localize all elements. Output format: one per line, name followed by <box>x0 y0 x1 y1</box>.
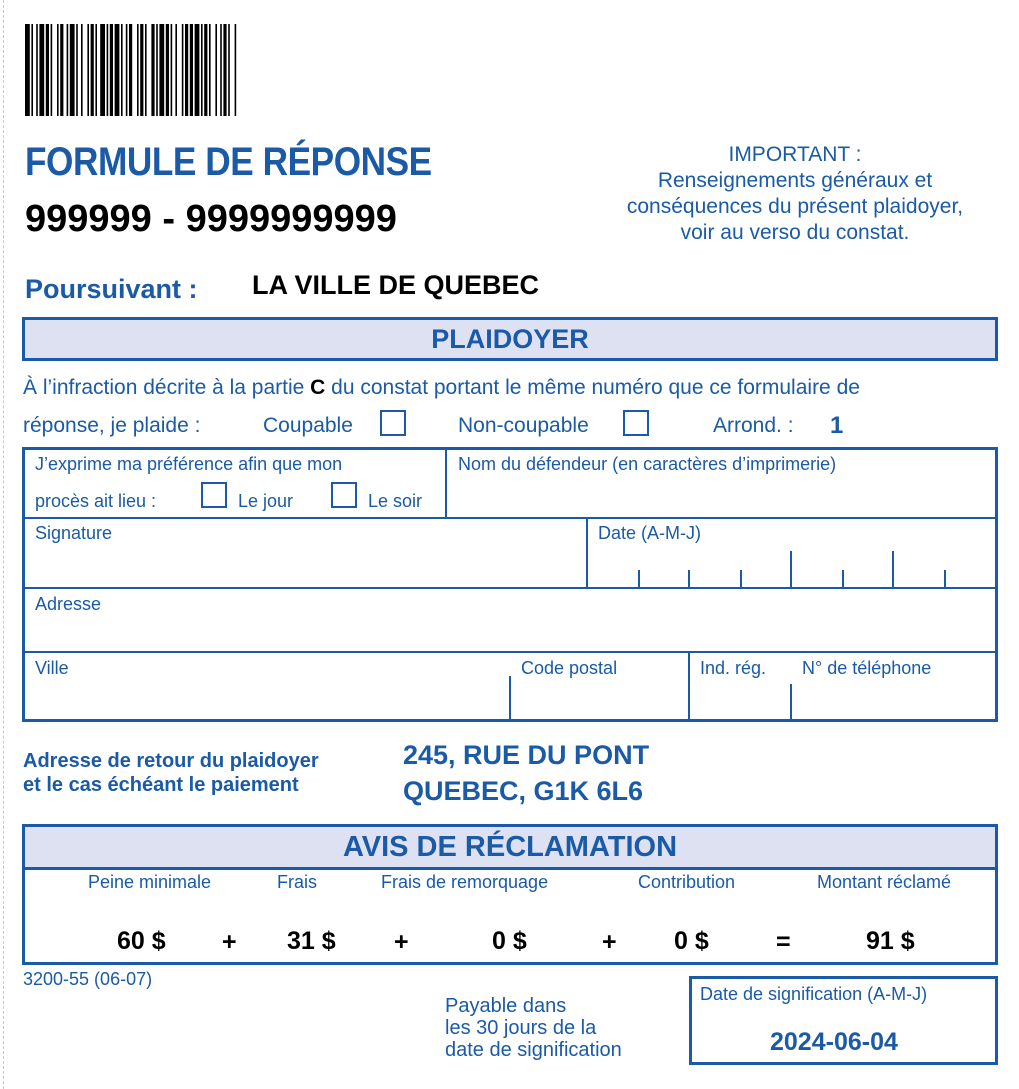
col-peine-minimale: Peine minimale <box>88 872 212 892</box>
amount-contribution: 0 $ <box>674 927 709 955</box>
ville-field[interactable] <box>26 680 506 718</box>
barcode-bar <box>121 24 123 116</box>
retour-label: et le cas échéant le paiement <box>23 774 299 796</box>
date-field[interactable] <box>590 545 995 585</box>
barcode-bar <box>140 24 143 116</box>
barcode-bar <box>175 24 177 116</box>
intro-text: À l’infraction décrite à la partie <box>23 376 311 399</box>
coupable-checkbox[interactable] <box>380 410 406 436</box>
barcode-bar <box>25 24 30 116</box>
divider <box>24 517 996 519</box>
signature-label: Signature <box>35 523 113 543</box>
barcode-bar <box>31 24 33 116</box>
date-separator <box>790 551 792 587</box>
arrond-label: Arrond. : <box>713 414 794 437</box>
divider <box>790 684 792 720</box>
perforation-edge <box>3 0 4 1089</box>
amount-peine-minimale: 60 $ <box>117 927 166 955</box>
barcode-bar <box>39 24 44 116</box>
arrond-value: 1 <box>830 412 844 439</box>
divider <box>24 587 996 589</box>
important-line: IMPORTANT : <box>728 143 862 166</box>
divider <box>586 519 588 587</box>
barcode-bar <box>185 24 188 116</box>
date-tick <box>638 570 640 587</box>
date-tick <box>740 570 742 587</box>
barcode-bar <box>36 24 38 116</box>
form-code: 3200-55 (06-07) <box>23 969 153 989</box>
divider <box>509 676 511 720</box>
barcode-bar <box>129 24 132 116</box>
operator-plus: + <box>222 928 237 956</box>
barcode-bar <box>220 24 222 116</box>
poursuivant-value: LA VILLE DE QUEBEC <box>252 270 540 300</box>
signification-value: 2024-06-04 <box>770 1028 898 1056</box>
barcode-bar <box>190 24 193 116</box>
barcode-bar <box>67 24 69 116</box>
payable-note <box>445 995 622 1061</box>
telephone-field[interactable] <box>794 686 994 718</box>
barcode-bar <box>145 24 147 116</box>
barcode-bar <box>100 24 105 116</box>
col-montant-reclame: Montant réclamé <box>817 872 952 892</box>
barcode-bar <box>115 24 120 116</box>
code-postal-field[interactable] <box>513 680 685 718</box>
non-coupable-label: Non-coupable <box>458 414 589 437</box>
col-frais-remorquage: Frais de remorquage <box>381 872 549 892</box>
date-label: Date (A-M-J) <box>598 523 701 543</box>
barcode-bar <box>91 24 94 116</box>
date-tick <box>688 570 690 587</box>
ind-reg-label: Ind. rég. <box>700 658 767 678</box>
nom-defendeur-field[interactable] <box>450 478 995 516</box>
le-soir-checkbox[interactable] <box>331 482 357 508</box>
barcode-bar <box>110 24 113 116</box>
plaidoyer-line2: réponse, je plaide : <box>23 414 201 437</box>
amount-montant-reclame: 91 $ <box>866 927 915 955</box>
barcode-bar <box>215 24 217 116</box>
preference-label: J’exprime ma préférence afin que mon <box>35 454 343 474</box>
payable-line: date de signification <box>445 1039 622 1061</box>
intro-text: du constat portant le même numéro que ce formulaire de <box>325 376 860 399</box>
barcode-bar <box>60 24 63 116</box>
barcode-bar <box>46 24 49 116</box>
ville-label: Ville <box>35 658 69 678</box>
barcode-bar <box>171 24 173 116</box>
payable-line: les 30 jours de la <box>445 1017 597 1039</box>
barcode-bar <box>204 24 207 116</box>
preference-label: procès ait lieu : <box>35 491 157 511</box>
barcode-bar <box>223 24 226 116</box>
plaidoyer-heading: PLAIDOYER <box>22 317 998 361</box>
poursuivant-label: Poursuivant : <box>25 274 198 304</box>
coupable-label: Coupable <box>263 414 353 437</box>
operator-plus: + <box>602 928 617 956</box>
important-line: Renseignements généraux et <box>657 169 933 192</box>
ticket-number: 999999 - 9999999999 <box>25 198 397 240</box>
intro-bold: C <box>310 376 326 399</box>
barcode-bar <box>70 24 75 116</box>
barcode-bar <box>57 24 59 116</box>
form-title: FORMULE DE RÉPONSE <box>25 140 432 184</box>
payable-line: Payable dans <box>445 995 567 1017</box>
amount-frais: 31 $ <box>287 927 336 955</box>
amount-remorquage: 0 $ <box>492 927 527 955</box>
signification-label: Date de signification (A-M-J) <box>700 984 928 1004</box>
barcode-bar <box>228 24 230 116</box>
operator-equals: = <box>776 928 791 956</box>
adresse-field[interactable] <box>26 615 994 649</box>
barcode-bar <box>151 24 154 116</box>
barcode-bar <box>156 24 158 116</box>
barcode-bar <box>195 24 200 116</box>
barcode-bar <box>126 24 128 116</box>
le-jour-checkbox[interactable] <box>201 482 227 508</box>
col-contribution: Contribution <box>638 872 736 892</box>
col-frais: Frais <box>277 872 317 892</box>
retour-label: Adresse de retour du plaidoyer <box>23 750 319 772</box>
barcode-bar <box>76 24 78 116</box>
non-coupable-checkbox[interactable] <box>623 410 649 436</box>
retour-address-line: 245, RUE DU PONT <box>403 740 650 770</box>
barcode-bar <box>51 24 53 116</box>
date-tick <box>944 570 946 587</box>
barcode-bar <box>137 24 139 116</box>
barcode-bar <box>107 24 109 116</box>
barcode-bar <box>201 24 203 116</box>
barcode-bar <box>209 24 211 116</box>
le-soir-label: Le soir <box>368 491 423 511</box>
barcode <box>25 24 355 116</box>
ind-reg-field[interactable] <box>692 686 787 718</box>
barcode-bar <box>81 24 83 116</box>
nom-defendeur-label: Nom du défendeur (en caractères d’imprimerie) <box>458 454 837 474</box>
important-line: voir au verso du constat. <box>680 221 910 244</box>
barcode-bar <box>182 24 184 116</box>
retour-address-line: QUEBEC, G1K 6L6 <box>403 776 644 806</box>
plaidoyer-intro <box>23 376 860 400</box>
le-jour-label: Le jour <box>238 491 294 511</box>
divider <box>688 653 690 720</box>
divider <box>445 449 447 517</box>
divider <box>24 651 996 653</box>
barcode-bar <box>166 24 169 116</box>
barcode-bar <box>87 24 89 116</box>
adresse-label: Adresse <box>35 594 102 614</box>
date-separator <box>892 551 894 587</box>
barcode-bar <box>235 24 237 116</box>
telephone-label: N° de téléphone <box>802 658 932 678</box>
operator-plus: + <box>394 928 409 956</box>
important-line: conséquences du présent plaidoyer, <box>626 195 964 218</box>
important-notice <box>575 142 1015 246</box>
code-postal-label: Code postal <box>521 658 618 678</box>
reclamation-heading: AVIS DE RÉCLAMATION <box>22 824 998 870</box>
signature-field[interactable] <box>26 545 582 585</box>
barcode-bar <box>95 24 97 116</box>
date-tick <box>842 570 844 587</box>
barcode-bar <box>159 24 164 116</box>
